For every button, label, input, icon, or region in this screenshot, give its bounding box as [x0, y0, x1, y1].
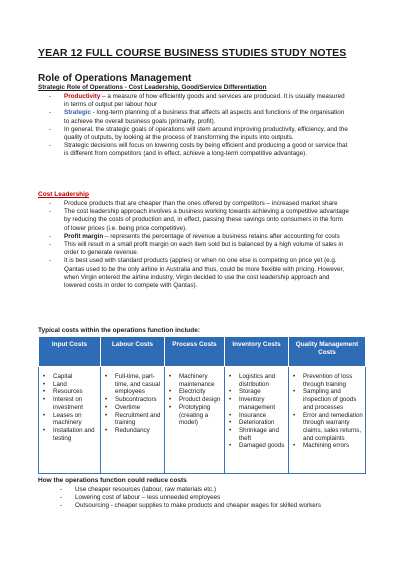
table-header-process-costs: Process Costs: [165, 337, 225, 367]
list-item: • Redundancy: [103, 427, 162, 435]
cost-bullet-text: It is best used with standard products (apples) or when no one else is competing on price yet (e.g. Qantas used to be the only airline in Australia and thus, could be more flexible with pricing. However, when Virgin entered the airline industry, Virgin decided to use the cost leadership approach and lowered costs in order to compete with Qantas).: [64, 257, 345, 290]
list-item: • Prevention of loss through training: [291, 373, 363, 388]
cost-bullet: - Profit margin – represents the percentage of revenue a business retains after accounting for costs: [49, 232, 340, 240]
reduce-bullet-text: Outsourcing - cheaper supplies to make products and cheaper wages for skilled workers: [75, 502, 322, 510]
cost-bullet: - It is best used with standard products (apples) or when no one else is competing on price yet (e.g. Qantas used to be the only airline in Australia and thus, could be more flexible with pricing. However, when Virgin entered the airline industry, Virgin decided to use the cost leadership approach and lowered costs in order to compete with Qantas).: [49, 257, 345, 290]
list-item: • Inventory management: [227, 396, 286, 411]
table-header-input-costs: Input Costs: [39, 337, 101, 367]
list-item: • Electricity: [167, 388, 222, 396]
list-item: • Machinery maintenance: [167, 373, 222, 388]
cost-bullet: - The cost leadership approach involves a business working towards achieving a competitive advantage by reducing the costs of production and, in effect, passing these savings onto consumers in the form of lower prices (i.e. being price competitive).: [49, 208, 349, 232]
table-header-quality-costs: Quality Management Costs: [289, 337, 366, 367]
cost-bullet: - This will result in a small profit margin on each item sold but is balanced by a high volume of sales in order to generate revenue.: [49, 241, 344, 257]
list-item: • Capital: [41, 373, 98, 381]
list-item: • Leases on machinery: [41, 412, 98, 427]
role-section-heading: Role of Operations Management: [38, 73, 192, 84]
table-header-row: [39, 337, 366, 367]
list-item: • Subcontractors: [103, 396, 162, 404]
role-bullet: - Strategic decisions will focus on lowering costs by being efficient and producing a good or service that is different from competitors (and in effect, achieve a long-term competitive advantage).: [49, 142, 348, 158]
list-item: • Resources: [41, 388, 98, 396]
table-cell-inventory-costs: [225, 367, 289, 474]
list-item: • Interest on investment: [41, 396, 98, 411]
role-bullet-lead: Strategic: [64, 109, 91, 117]
role-bullet: - In general, the strategic goals of operations will stem around improving productivity, efficiency, and the quality of outputs, by looking at the process of transforming the inputs into outputs.: [49, 125, 348, 142]
list-item: • Machining errors: [291, 442, 363, 450]
list-item: • Prototyping (creating a model): [167, 404, 222, 427]
list-item: • Shrinkage and theft: [227, 427, 286, 442]
list-item: • Product design: [167, 396, 222, 404]
table-cell-input-costs: [39, 367, 101, 474]
cost-bullet-text: The cost leadership approach involves a business working towards achieving a competitive advantage by reducing the costs of production and, in effect, passing these savings onto consumers in the form of lower prices (i.e. being price competitive).: [64, 208, 349, 232]
table-cell-process-costs: [165, 367, 225, 474]
cost-bullet-text: Produce products that are cheaper than the ones offered by competitors – increased market share: [64, 200, 338, 207]
list-item: • Storage: [227, 388, 286, 396]
list-item: • Insurance: [227, 412, 286, 420]
reduce-bullet-text: Use cheaper resources (labour, raw materials etc.): [75, 486, 217, 493]
role-bullet-text: Strategic decisions will focus on lowering costs by being efficient and producing a good or service that is different from competitors (and in effect, achieve a long-term competitive advantage).: [64, 142, 348, 158]
list-item: • Deterioration: [227, 419, 286, 427]
typical-costs-heading: Typical costs within the operations function include:: [38, 327, 201, 334]
reduce-bullet: - Outsourcing - cheaper supplies to make products and cheaper wages for skilled workers: [60, 502, 322, 510]
role-bullet-lead: Productivity: [64, 93, 101, 100]
cost-bullet: - Produce products that are cheaper than the ones offered by competitors – increased market share: [49, 200, 338, 207]
table-row: [39, 367, 366, 474]
list-item: • Overtime: [103, 404, 162, 412]
list-item: • Damaged goods: [227, 442, 286, 450]
list-item: • Logistics and distribution: [227, 373, 286, 388]
list-item: • Installation and testing: [41, 427, 98, 442]
list-item: • Error and remediation through warranty claims, sales returns, and complaints: [291, 412, 363, 443]
reduce-costs-heading: How the operations function could reduce costs: [38, 477, 187, 484]
typical-costs-table: [38, 336, 366, 474]
list-item: • Land: [41, 381, 98, 389]
role-bullet-text: - long-term planning of a business that affects all aspects and functions of the organisation to achieve the overall business goals (primarily, profit).: [64, 109, 345, 125]
table-header-labour-costs: Labour Costs: [101, 337, 165, 367]
role-bullet: - Productivity – a measure of how efficiently goods and services are produced. It is usually measured in terms of output per labour hour: [49, 93, 345, 109]
reduce-costs-bullet-list: [60, 486, 360, 511]
role-bullet: - Strategic - long-term planning of a business that affects all aspects and functions of the organisation to achieve the overall business goals (primarily, profit).: [49, 109, 345, 125]
document-title: YEAR 12 FULL COURSE BUSINESS STUDIES STUDY NOTES: [38, 47, 347, 59]
cost-bullet-text: – represents the percentage of revenue a business retains after accounting for costs: [103, 232, 340, 240]
cost-bullet-text: This will result in a small profit margin on each item sold but is balanced by a high volume of sales in order to generate revenue.: [64, 241, 344, 257]
reduce-bullet: - Use cheaper resources (labour, raw materials etc.): [60, 486, 217, 493]
role-bullet-text: In general, the strategic goals of operations will stem around improving productivity, efficiency, and the quality of outputs, by looking at the process of transforming the inputs into outputs.: [64, 125, 348, 142]
reduce-bullet: - Lowering cost of labour – less unneeded employees: [60, 494, 221, 502]
role-bullet-list: [49, 93, 349, 159]
role-section-subheading: Strategic Role of Operations - Cost Leadership, Good/Service Differentiation: [38, 84, 267, 91]
list-item: • Sampling and inspection of goods and processes: [291, 388, 363, 411]
table-header-inventory-costs: Inventory Costs: [225, 337, 289, 367]
cost-leadership-heading: Cost Leadership: [38, 191, 89, 198]
reduce-bullet-text: Lowering cost of labour – less unneeded employees: [75, 494, 221, 502]
table-cell-quality-costs: [289, 367, 366, 474]
cost-leadership-bullet-list: [49, 200, 349, 290]
table-cell-labour-costs: [101, 367, 165, 474]
role-bullet-text: – a measure of how efficiently goods and services are produced. It is usually measured in terms of output per labour hour: [64, 93, 345, 109]
cost-bullet-lead: Profit margin: [64, 232, 104, 240]
list-item: • Recruitment and training: [103, 412, 162, 427]
list-item: • Full-time, part-time, and casual employees: [103, 373, 162, 396]
